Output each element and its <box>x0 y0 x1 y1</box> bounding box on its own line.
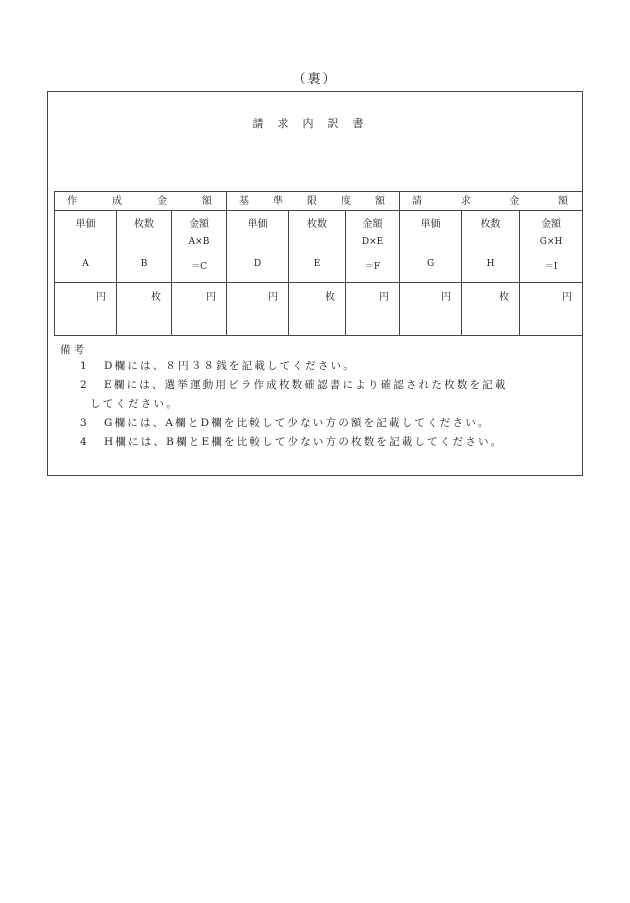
column-header: 金額 D×E ＝F <box>346 211 400 283</box>
column-header-row <box>55 211 583 283</box>
group-header-standard-limit <box>227 192 400 211</box>
remarks-section <box>60 342 580 452</box>
entry-cell[interactable]: 円 <box>346 283 400 336</box>
column-header: 単価 D <box>227 211 289 283</box>
entry-cell[interactable]: 円 <box>172 283 227 336</box>
column-header: 枚数 H <box>462 211 520 283</box>
remarks-title: 備考 <box>60 344 87 356</box>
column-header: 枚数 B <box>117 211 172 283</box>
group-header-char: 額 <box>375 196 386 207</box>
column-header: 金額 G×H ＝I <box>520 211 583 283</box>
remark-item: 3 G欄には、A欄とD欄を比較して少ない方の額を記載してください。 <box>80 417 491 429</box>
group-header-char: 作 <box>67 196 77 207</box>
entry-cell[interactable]: 円 <box>55 283 117 336</box>
group-header-char: 度 <box>341 196 352 207</box>
group-header-char: 基 <box>239 196 250 207</box>
column-header: 金額 A×B ＝C <box>172 211 227 283</box>
group-header-char: 金 <box>509 196 520 207</box>
document-title: 請求内訳書 <box>252 117 378 130</box>
group-header-char: 準 <box>273 196 284 207</box>
group-header-claim-amount <box>400 192 583 211</box>
group-header-char: 金 <box>157 196 167 207</box>
entry-cell[interactable]: 円 <box>227 283 289 336</box>
page-side-label: （裏） <box>292 72 338 87</box>
entry-cell[interactable]: 円 <box>520 283 583 336</box>
remark-item: 1 D欄には、８円３８銭を記載してください。 <box>80 360 356 372</box>
entry-cell[interactable]: 円 <box>400 283 462 336</box>
group-header-char: 額 <box>558 196 569 207</box>
column-header: 枚数 E <box>289 211 346 283</box>
entry-cell[interactable]: 枚 <box>117 283 172 336</box>
entry-row <box>55 283 583 336</box>
group-header-creation-amount <box>55 192 227 211</box>
remark-item: 2 E欄には、選挙運動用ビラ作成枚数確認書により確認された枚数を記載 してください。 <box>80 379 508 410</box>
group-header-char: 限 <box>307 196 318 207</box>
group-header-char: 成 <box>112 196 122 207</box>
breakdown-table <box>54 191 583 336</box>
group-header-char: 請 <box>412 196 423 207</box>
column-header: 単価 A <box>55 211 117 283</box>
remark-item: 4 H欄には、B欄とE欄を比較して少ない方の枚数を記載してください。 <box>80 436 504 448</box>
group-header-char: 額 <box>202 196 212 207</box>
entry-cell[interactable]: 枚 <box>462 283 520 336</box>
group-header-row <box>55 192 583 211</box>
entry-cell[interactable]: 枚 <box>289 283 346 336</box>
group-header-char: 求 <box>460 196 471 207</box>
column-header: 単価 G <box>400 211 462 283</box>
